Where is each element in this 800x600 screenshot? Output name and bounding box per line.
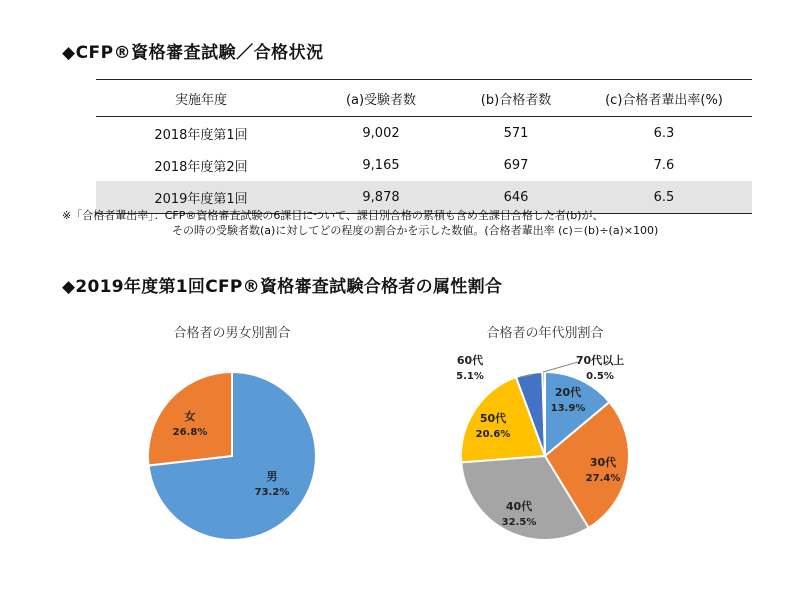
cell-examinees: 9,878 xyxy=(306,181,456,214)
cell-pass-rate: 6.5 xyxy=(576,181,752,214)
header-examinees: (a)受験者数 xyxy=(306,80,456,117)
age-slice-label-3: 50代 xyxy=(479,412,507,425)
gender-chart-title: 合格者の男女別割合 xyxy=(173,326,291,341)
cell-pass-rate: 6.3 xyxy=(653,125,675,141)
age-slice-value-2: 32.5% xyxy=(501,517,537,528)
cell-year: 2018年度第2回 xyxy=(154,159,248,175)
gender-slice-value-0: 73.2% xyxy=(254,487,290,498)
age-slice-label-5: 70代以上 xyxy=(575,354,625,367)
age-slice-value-3: 20.6% xyxy=(475,429,511,440)
age-slice-label-0: 20代 xyxy=(554,386,582,399)
cell-passers: 697 xyxy=(503,157,529,173)
gender-slice-label-0: 男 xyxy=(266,470,278,483)
section-heading-attributes: ◆2019年度第1回CFP®資格審査試験合格者の属性割合 xyxy=(62,277,503,297)
cell-pass-rate: 7.6 xyxy=(653,157,675,173)
age-slice-value-1: 27.4% xyxy=(585,473,621,484)
footnote-line-1: ※「合格者輩出率」：CFP®資格審査試験の6課目について、課目別合格の累積も含め全課目合格した者(b)が、 xyxy=(62,209,604,222)
age-slice-value-5: 0.5% xyxy=(586,371,614,382)
gender-slice-value-1: 26.8% xyxy=(172,427,208,438)
age-chart-title: 合格者の年代別割合 xyxy=(486,326,604,341)
age-pie-chart xyxy=(456,325,629,540)
age-slice-label-1: 30代 xyxy=(589,456,617,469)
gender-pie-chart xyxy=(148,325,316,540)
cell-examinees: 9,165 xyxy=(362,157,400,173)
header-passers: (b)合格者数 xyxy=(456,80,576,117)
footnote-line-2: その時の受験者数(a)に対してどの程度の割合かを示した数値。(合格者輩出率 (c)＝(b)÷(a)×100) xyxy=(172,224,659,237)
age-slice-label-4: 60代 xyxy=(456,354,484,367)
cell-passers: 571 xyxy=(503,125,529,141)
header-pass-rate: (c)合格者輩出率(%) xyxy=(576,80,752,117)
age-leader-line-70 xyxy=(543,362,578,372)
cell-year: 2019年度第1回 xyxy=(96,181,306,214)
gender-slice-label-1: 女 xyxy=(184,410,196,423)
age-slice-label-2: 40代 xyxy=(505,500,533,513)
cell-passers: 646 xyxy=(456,181,576,214)
age-slice-value-0: 13.9% xyxy=(550,403,586,414)
age-slice-value-4: 5.1% xyxy=(456,371,484,382)
cell-examinees: 9,002 xyxy=(362,125,400,141)
section-heading-status: ◆CFP®資格審査試験／合格状況 xyxy=(62,43,324,63)
cell-year: 2018年度第1回 xyxy=(154,127,248,143)
header-year: 実施年度 xyxy=(96,80,306,117)
